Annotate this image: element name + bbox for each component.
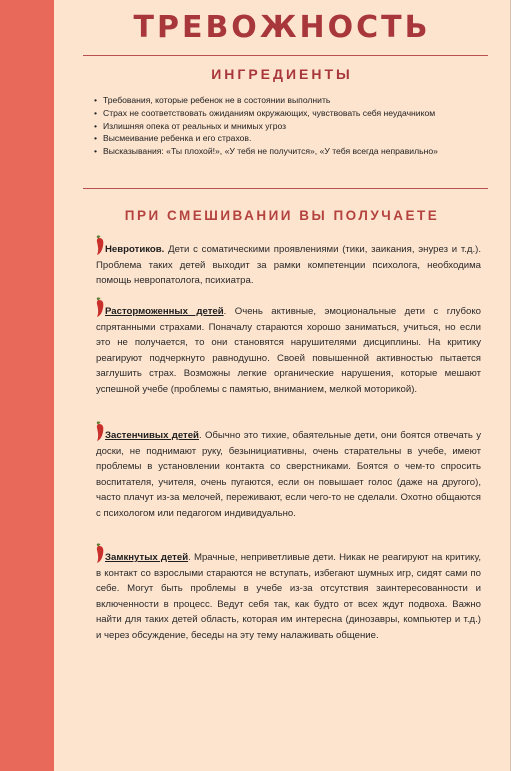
mix-heading: ПРИ СМЕШИВАНИИ ВЫ ПОЛУЧАЕТЕ (124, 208, 440, 223)
chili-pepper-icon (94, 543, 108, 564)
ingredients-heading: ИНГРЕДИЕНТЫ (211, 66, 353, 82)
page-title: ТРЕВОЖНОСТЬ (133, 10, 431, 45)
paragraph-text: Дети с соматическими проявлениями (тики, заикания, энурез и т.д.). Проблема таких детей выходит за рамки компетенции психолога, необходима помощь невропатолога, психиатра. (96, 244, 481, 287)
chili-pepper-icon (94, 235, 108, 256)
list-item: • Страх не соответствовать ожиданиям окружающих, чувствовать себя неудачником (94, 107, 474, 120)
list-item: • Излишняя опека от реальных и мнимых угроз (94, 120, 474, 133)
paragraph-lead: Замкнутых детей (105, 552, 189, 563)
paragraph-lead: Застенчивых детей (105, 430, 199, 441)
paragraph-neurotics (96, 242, 481, 289)
list-item: • Высмеивание ребенка и его страхов. (94, 132, 474, 145)
paragraph-text: . Обычно это тихие, обаятельные дети, они боятся отвечать у доски, не поднимают руку, безынициативны, очень старательны в учебе, имеют проблемы в установлении контакта со сверстниками. Боятся о чем-то спросить воспитателя, учителя, очень пугаются, если он повышает голос (даже на другого), часто плачут из-за мелочей, переживают, если чего-то не сделали. Охотно общаются с психологом или педагогом индивидуально. (96, 430, 481, 519)
side-band (0, 0, 54, 771)
content-area (54, 0, 510, 771)
paragraph-shy (96, 428, 481, 522)
paragraph-text: . Очень активные, эмоциональные дети с глубоко спрятанными страхами. Поначалу стараются хорошо заниматься, учиться, но если это не получается, то они становятся нарушителями дисциплины. На критику реагируют подчеркнуто равнодушно. Своей повышенной активностью пытается заглушить страх. Возможны легкие органические нарушения, которые мешают успешной учебе (проблемы с памятью, вниманием, мелкой моторикой). (96, 306, 482, 395)
paragraph-lead: Расторможенных детей (105, 306, 224, 317)
paragraph-lead: Невротиков. (105, 244, 165, 255)
paragraph-text: . Мрачные, неприветливые дети. Никак не реагируют на критику, в контакт со взрослыми стараются не вступать, избегают шумных игр, сидят сами по себе. Могут быть проблемы в учебе из-за отсутствия заинтересованности и включенности в процесс. Ведут себя так, как будто от всех ждут подвоха. Важно найти для таких детей область, которая им интересна (динозавры, компьютер и т.д.) и через обсуждение, беседы на эту тему налаживать общение. (96, 552, 481, 641)
paragraph-disinhibited (96, 304, 481, 398)
divider-top (83, 55, 488, 56)
chili-pepper-icon (94, 297, 108, 318)
ingredients-list (94, 94, 474, 158)
paragraph-withdrawn (96, 550, 481, 644)
divider-bottom (83, 188, 488, 189)
chili-pepper-icon (94, 421, 108, 442)
list-item: • Высказывания: «Ты плохой!», «У тебя не получится», «У тебя всегда неправильно» (94, 145, 474, 158)
list-item: • Требования, которые ребенок не в состоянии выполнить (94, 94, 474, 107)
